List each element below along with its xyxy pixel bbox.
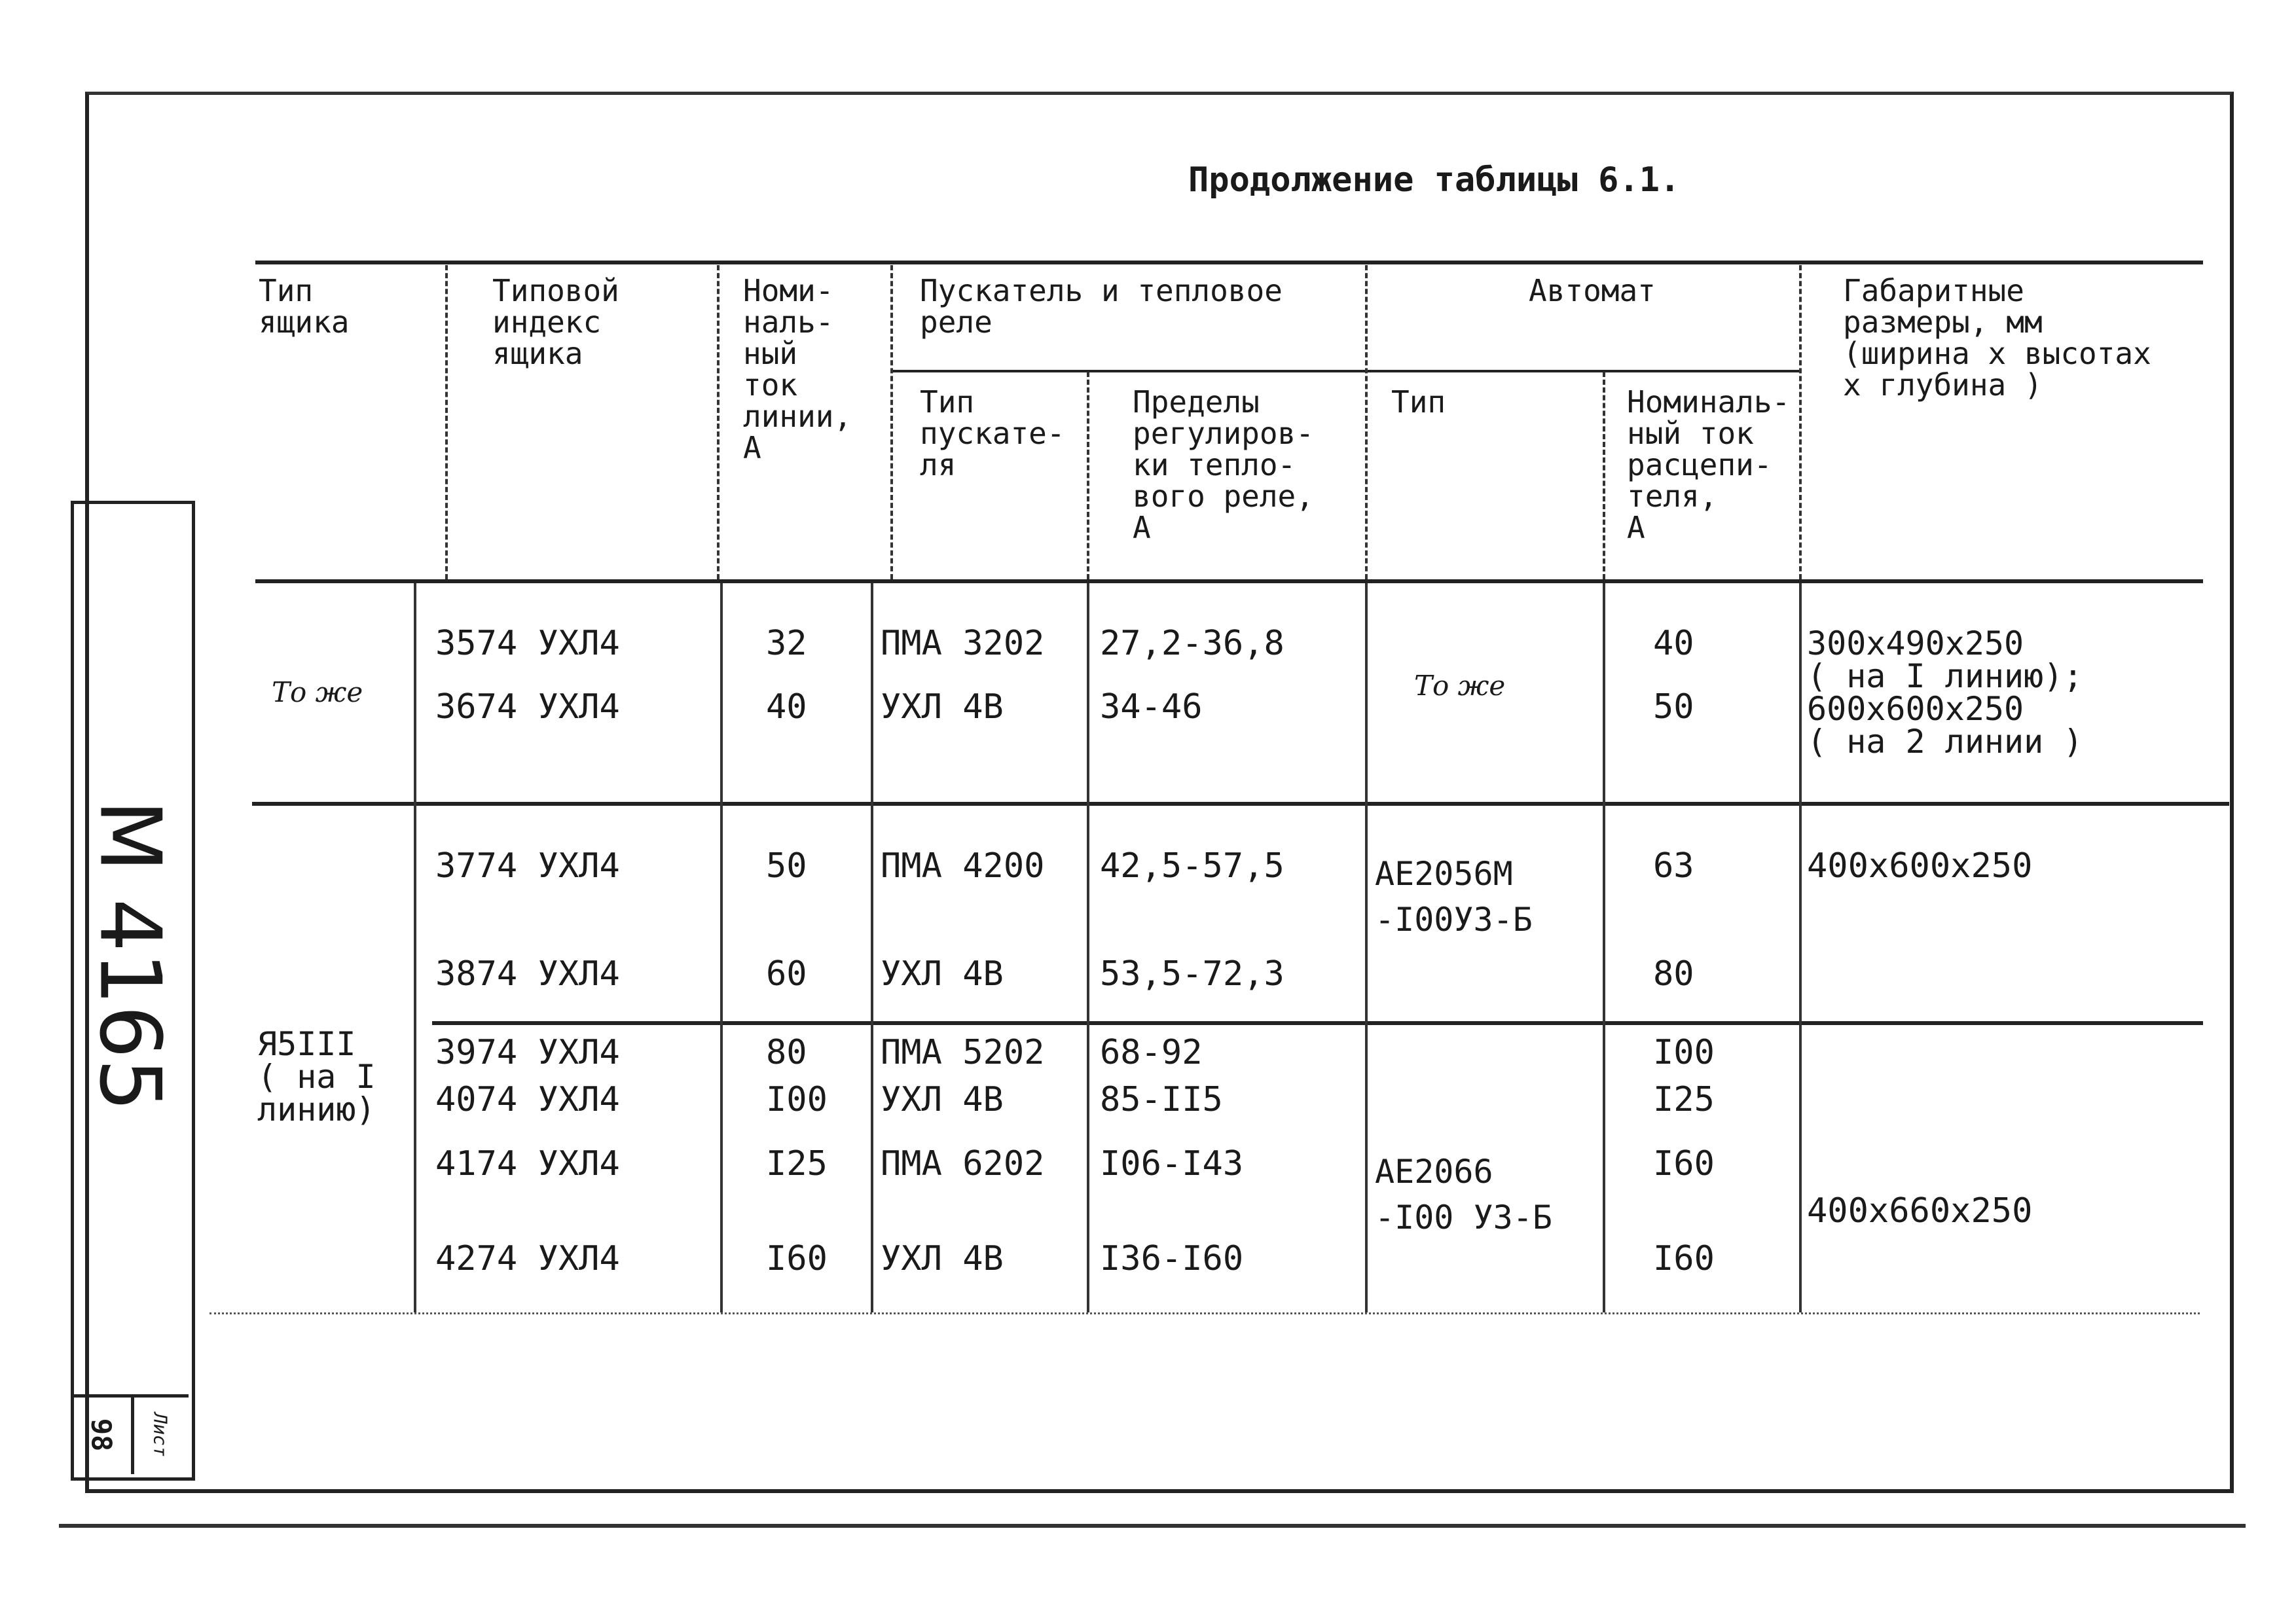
- row-rated: 80: [1653, 954, 1694, 994]
- row-starter: ПМА 5202: [881, 1033, 1045, 1072]
- col-sep-7: [1799, 265, 1802, 579]
- header-relay-range: Пределы регулиров- ки тепло- вого реле, А: [1133, 384, 1314, 545]
- row-rated: I25: [1653, 1080, 1715, 1119]
- row-starter: УХЛ 4В: [881, 954, 1004, 994]
- body-sep-2: [720, 583, 723, 1312]
- box-type-ya5iii: Я5III ( на I линию): [257, 1025, 376, 1128]
- dims-section2-lower: 400x660x250: [1807, 1191, 2033, 1231]
- header-breaker-type: Тип: [1391, 384, 1446, 420]
- body-sep-7: [1799, 583, 1802, 1312]
- row-current: 60: [766, 954, 807, 994]
- section-divider: [252, 802, 2229, 806]
- bottom-rule: [59, 1524, 2246, 1528]
- row-relay: I06-I43: [1100, 1144, 1244, 1183]
- row-rated: 40: [1653, 624, 1694, 663]
- document-code: М 4165: [81, 799, 179, 1112]
- row-rated: 63: [1653, 846, 1694, 886]
- row-breaker: АЕ2066 -I00 У3-Б: [1375, 1153, 1552, 1236]
- col-sep-6: [1603, 372, 1605, 579]
- row-relay: 42,5-57,5: [1100, 846, 1285, 886]
- row-index: 3674 УХЛ4: [435, 687, 620, 727]
- row-rated: I60: [1653, 1239, 1715, 1278]
- row-rated: I60: [1653, 1144, 1715, 1183]
- body-sep-3: [871, 583, 873, 1312]
- row-current: 50: [766, 846, 807, 886]
- col-sep-2: [717, 265, 720, 579]
- dims-section1: 300x490x250 ( на I линию); 600x600x250 ( на 2 линии ): [1807, 624, 2083, 761]
- row-current: I00: [766, 1080, 828, 1119]
- row-starter: УХЛ 4В: [881, 1080, 1004, 1119]
- row-starter: ПМА 4200: [881, 846, 1045, 886]
- header-starter-type: Тип пускате- ля: [920, 384, 1065, 482]
- row-dims: 400x600x250: [1807, 846, 2033, 886]
- row-starter: УХЛ 4В: [881, 687, 1004, 727]
- header-rated-current: Номиналь- ный ток расцепи- теля, А: [1627, 384, 1791, 545]
- row-starter: ПМА 6202: [881, 1144, 1045, 1183]
- header-bottom-rule: [255, 579, 2203, 583]
- header-box-type: Тип ящика: [259, 273, 350, 340]
- row-rated: I00: [1653, 1033, 1715, 1072]
- row-starter: ПМА 3202: [881, 624, 1045, 663]
- row-relay: 53,5-72,3: [1100, 954, 1285, 994]
- row-index: 3974 УХЛ4: [435, 1033, 620, 1072]
- subsection-divider: [432, 1021, 2203, 1025]
- sheet-label: Лист: [149, 1413, 172, 1457]
- row-current: I25: [766, 1144, 828, 1183]
- subheader-rule: [890, 370, 1800, 372]
- row-index: 4274 УХЛ4: [435, 1239, 620, 1278]
- box-type-same: То же: [272, 676, 363, 708]
- row-rated: 50: [1653, 687, 1694, 727]
- row-relay: 68-92: [1100, 1033, 1203, 1072]
- row-breaker: АЕ2056М -I00У3-Б: [1375, 855, 1533, 939]
- col-sep-1: [445, 265, 448, 579]
- row-index: 4174 УХЛ4: [435, 1144, 620, 1183]
- row-current: 80: [766, 1033, 807, 1072]
- header-dimensions: Габаритные размеры, мм (ширина x высотах x глубина ): [1843, 273, 2151, 403]
- body-sep-4: [1087, 583, 1089, 1312]
- col-sep-5: [1365, 265, 1368, 579]
- table-caption: Продолжение таблицы 6.1.: [1188, 160, 1681, 200]
- sheet-divider: [131, 1394, 134, 1474]
- row-relay: I36-I60: [1100, 1239, 1244, 1278]
- table-bottom-rule: [210, 1312, 2200, 1314]
- table-top-rule: [255, 261, 2203, 264]
- breaker-type-same: То же: [1414, 670, 1506, 702]
- row-relay: 34-46: [1100, 687, 1203, 727]
- body-sep-6: [1603, 583, 1605, 1312]
- sheet-number: 98: [85, 1418, 118, 1452]
- header-starter-group: Пускатель и тепловое реле: [920, 273, 1283, 340]
- row-index: 4074 УХЛ4: [435, 1080, 620, 1119]
- row-index: 3574 УХЛ4: [435, 624, 620, 663]
- header-line-current: Номи- наль- ный ток линии, А: [743, 273, 852, 465]
- row-current: 40: [766, 687, 807, 727]
- row-current: 32: [766, 624, 807, 663]
- body-sep-1: [414, 583, 416, 1312]
- col-sep-3: [890, 265, 893, 579]
- row-starter: УХЛ 4В: [881, 1239, 1004, 1278]
- row-index: 3874 УХЛ4: [435, 954, 620, 994]
- row-relay: 27,2-36,8: [1100, 624, 1285, 663]
- row-index: 3774 УХЛ4: [435, 846, 620, 886]
- row-relay: 85-II5: [1100, 1080, 1223, 1119]
- header-breaker-group: Автомат: [1529, 273, 1656, 308]
- body-sep-5: [1365, 583, 1368, 1312]
- header-type-index: Типовой индекс ящика: [492, 273, 619, 371]
- col-sep-4: [1087, 372, 1089, 579]
- row-current: I60: [766, 1239, 828, 1278]
